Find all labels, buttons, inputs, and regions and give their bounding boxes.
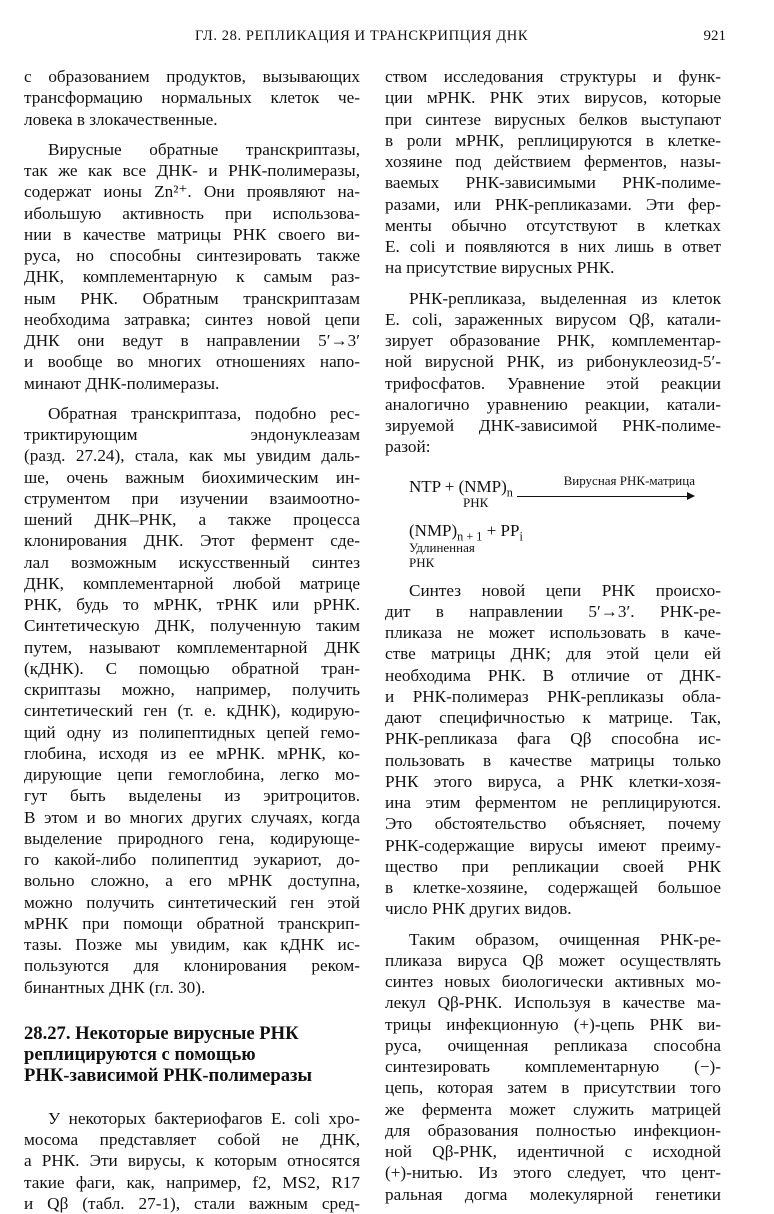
text-line: Синтез новой цепи РНК происхо- (409, 580, 721, 600)
text-line: хозяине под действием ферментов, назы- (385, 152, 721, 171)
text-line: ральная догма молекулярной генетики (385, 1184, 721, 1204)
text-line: пликаза вируса Qβ может осуществлять (385, 950, 721, 970)
text-line: В этом и во многих других случаях, когда (24, 807, 360, 827)
text-line: E. coli, зараженных вирусом Qβ, катали- (385, 309, 721, 329)
running-head (0, 28, 774, 52)
text-line: дают специфичностью к матрице. Так, (385, 708, 721, 727)
text-line: необходима РНК. В отличие от ДНК- (385, 665, 721, 685)
text-line: тазы. Позже мы увидим, как кДНК ис- (24, 935, 360, 954)
text-line: так же как все ДНК- и РНК-полимеразы, (24, 161, 360, 180)
text-line: трицы инфекционную (+)-цепь РНК ви- (385, 1014, 721, 1034)
text-line: ше, очень важным биохимическим ин- (24, 467, 360, 487)
text-line: ловека в злокачественные. (24, 109, 218, 129)
text-line: бинантных ДНК (гл. 30). (24, 977, 206, 997)
text-line: ибольшую активность при использова- (24, 203, 360, 223)
text-line: РНК этого вируса, а РНК клетки-хозя- (385, 771, 721, 791)
equation-reactant-label: РНК (463, 494, 489, 510)
text-line: лекул Qβ-РНК. Используя в качестве ма- (385, 993, 721, 1013)
text-line: струментом при изучении взаимоотно- (24, 488, 360, 508)
text-line: цепь, которая затем в присутствии того (385, 1078, 721, 1098)
section-heading-line: 28.27. Некоторые вирусные РНК (24, 1022, 299, 1044)
text-line: и вообще во многих отношениях напо- (24, 352, 360, 372)
right-column (385, 66, 721, 1205)
right-column-text-after (385, 580, 721, 1205)
text-line: и Qβ (табл. 27-1), стали важным сред- (24, 1193, 360, 1213)
text-line: мосома представляет собой не ДНК, (24, 1130, 360, 1149)
text-line: пликаза не может использовать в каче- (385, 623, 721, 642)
text-line: при синтезе вирусных белков выступают (385, 109, 721, 129)
text-line: разой: (385, 437, 431, 457)
text-line: го какой-либо полипептид эукариот, до- (24, 850, 360, 869)
text-line: разами, или РНК-репликазами. Эти фер- (385, 194, 721, 214)
text-line: а РНК. Эти вирусы, к которым относятся (24, 1151, 360, 1171)
text-line: ством исследования структуры и функ- (385, 67, 721, 86)
text-line: Это обстоятельство объясняет, почему (385, 814, 721, 834)
text-line: зирует образование РНК, комплементар- (385, 331, 721, 350)
text-line: нии в качестве матрицы РНК своего ви- (24, 224, 360, 244)
section-heading-line: реплицируются с помощью (24, 1043, 256, 1065)
text-line: пользовать в качестве матрицы только (385, 750, 721, 770)
text-line: трифосфатов. Уравнение этой реакции (385, 373, 721, 393)
text-line: гут быть выделены из эритроцитов. (24, 786, 360, 806)
text-line: Обратная транскриптаза, подобно рес- (48, 403, 360, 423)
text-line: синтезировать комплементарную (−)- (385, 1057, 721, 1076)
text-line: ДНК они ведут в направлении 5′→3′ (24, 331, 360, 350)
text-line: У некоторых бактериофагов E. coli хро- (48, 1108, 360, 1128)
text-line: (разд. 27.24), стала, как мы увидим даль- (24, 446, 360, 466)
text-line: клонирования ДНК. Этот фермент сде- (24, 531, 360, 551)
text-line: минают ДНК-полимеразы. (24, 373, 220, 393)
text-line: с образованием продуктов, вызывающих (24, 67, 360, 86)
text-line: вольно сложно, а его мРНК доступна, (24, 871, 360, 891)
text-line: лал возможным искусственный синтез (24, 552, 360, 572)
text-line: ной вирусной РНК, из рибонуклеозид-5′- (385, 352, 721, 372)
right-arrow-icon (517, 492, 695, 502)
equation-product-label: Удлиненная РНК (409, 539, 475, 570)
text-line: выделение природного гена, кодирующе- (24, 828, 360, 848)
text-line: для образования полностью инфекцион- (385, 1120, 721, 1140)
left-column-text-after (24, 1108, 360, 1214)
text-line: аналогично уравнению реакции, катали- (385, 394, 721, 414)
equation-arrow-group (517, 470, 695, 502)
text-line: синтез новых биологически активных мо- (385, 972, 721, 991)
text-line: такие фаги, как, например, f2, MS2, R17 (24, 1172, 360, 1192)
text-line: число РНК других видов. (385, 899, 572, 919)
text-line: руса, но способны синтезировать также (24, 246, 360, 265)
text-line: ина этим ферментом не реплицируются. (385, 793, 721, 812)
text-line: руса, очищенная репликаза способна (385, 1035, 721, 1055)
text-line: РНК, будь то мРНК, тРНК или рРНК. (24, 595, 360, 614)
text-line: пользуются для клонирования реком- (24, 956, 360, 976)
left-column (24, 66, 360, 1214)
text-line: скриптазы можно, например, получить (24, 680, 360, 699)
text-line: Вирусные обратные транскриптазы, (48, 139, 360, 159)
text-line: дит в направлении 5′→3′. РНК-ре- (385, 601, 721, 621)
text-line: трансформацию нормальных клеток че- (24, 88, 360, 108)
text-line: дирующие цепи гемоглобина, легко мо- (24, 765, 360, 784)
section-heading (24, 1023, 360, 1086)
equation-products: $(NMP)_{n + 1} + PP_i$ (409, 520, 523, 543)
text-line: же фермента может служить матрицей (385, 1099, 721, 1119)
text-line: щий одну из полипептидных цепей гемо- (24, 722, 360, 742)
text-line: (кДНК). С помощью обратной тран- (24, 658, 360, 678)
section-heading-line: РНК-зависимой РНК-полимеразы (24, 1064, 313, 1086)
text-line: можно получить синтетический ген этой (24, 892, 360, 912)
text-line: на присутствие вирусных РНК. (385, 258, 615, 278)
text-line: ной Qβ-РНК, идентичной с исходной (385, 1142, 721, 1161)
running-title: ГЛ. 28. РЕПЛИКАЦИЯ И ТРАНСКРИПЦИЯ ДНК (195, 28, 529, 44)
text-line: и РНК-полимераз РНК-репликазы обла- (385, 686, 721, 706)
text-line: менты обычно отсутствуют в клетках (385, 215, 721, 235)
text-line: синтетический ген (т. е. кДНК), кодирую- (24, 701, 360, 721)
reaction-equation (385, 470, 721, 570)
text-line: глобина, исходя из ее мРНК. мРНК, ко- (24, 743, 360, 763)
left-column-text (24, 66, 360, 998)
text-line: ным РНК. Обратным транскриптазам (24, 288, 360, 308)
text-line: стве матрицы ДНК; для этой цели ей (385, 644, 721, 664)
text-line: ваемых РНК-зависимыми РНК-полиме- (385, 173, 721, 193)
text-line: щество при репликации своей РНК (385, 856, 721, 876)
right-column-text (385, 66, 721, 458)
text-line: ции мРНК. РНК этих вирусов, которые (385, 88, 721, 108)
text-line: шений ДНК–РНК, а также процесса (24, 510, 360, 529)
text-line: РНК-репликаза, выделенная из клеток (409, 288, 721, 308)
text-line: мРНК при помощи обратной транскрип- (24, 913, 360, 933)
text-line: путем, называют комплементарной ДНК (24, 637, 360, 657)
text-line: Синтетическую ДНК, полученную таким (24, 616, 360, 636)
text-line: ДНК, комплементарную к самым раз- (24, 267, 360, 287)
text-line: РНК-содержащие вирусы имеют преиму- (385, 835, 721, 855)
text-line: содержат ионы Zn²⁺. Они проявляют на- (24, 182, 360, 202)
text-line: зируемой ДНК-зависимой РНК-полиме- (385, 416, 721, 435)
text-line: ДНК, комплементарной любой матрице (24, 573, 360, 593)
page-number: 921 (703, 28, 726, 44)
text-line: триктирующим эндонуклеазам (24, 425, 360, 444)
text-line: E. coli и появляются в них лишь в ответ (385, 237, 721, 256)
text-line: РНК-репликаза фага Qβ способна ис- (385, 729, 721, 749)
text-line: Таким образом, очищенная РНК-ре- (409, 929, 721, 949)
equation-arrow-label: Вирусная РНК-матрица (563, 472, 695, 488)
equation-reactants: NTP + $(NMP)_n$ (409, 476, 513, 499)
text-line: в клетке-хозяине, содержащей большое (385, 878, 721, 897)
text-line: (+)-нитью. Из этого следует, что цент- (385, 1163, 721, 1183)
text-line: необходима затравка; синтез новой цепи (24, 309, 360, 329)
text-line: в роли мРНК, реплицируются в клетке- (385, 130, 721, 150)
